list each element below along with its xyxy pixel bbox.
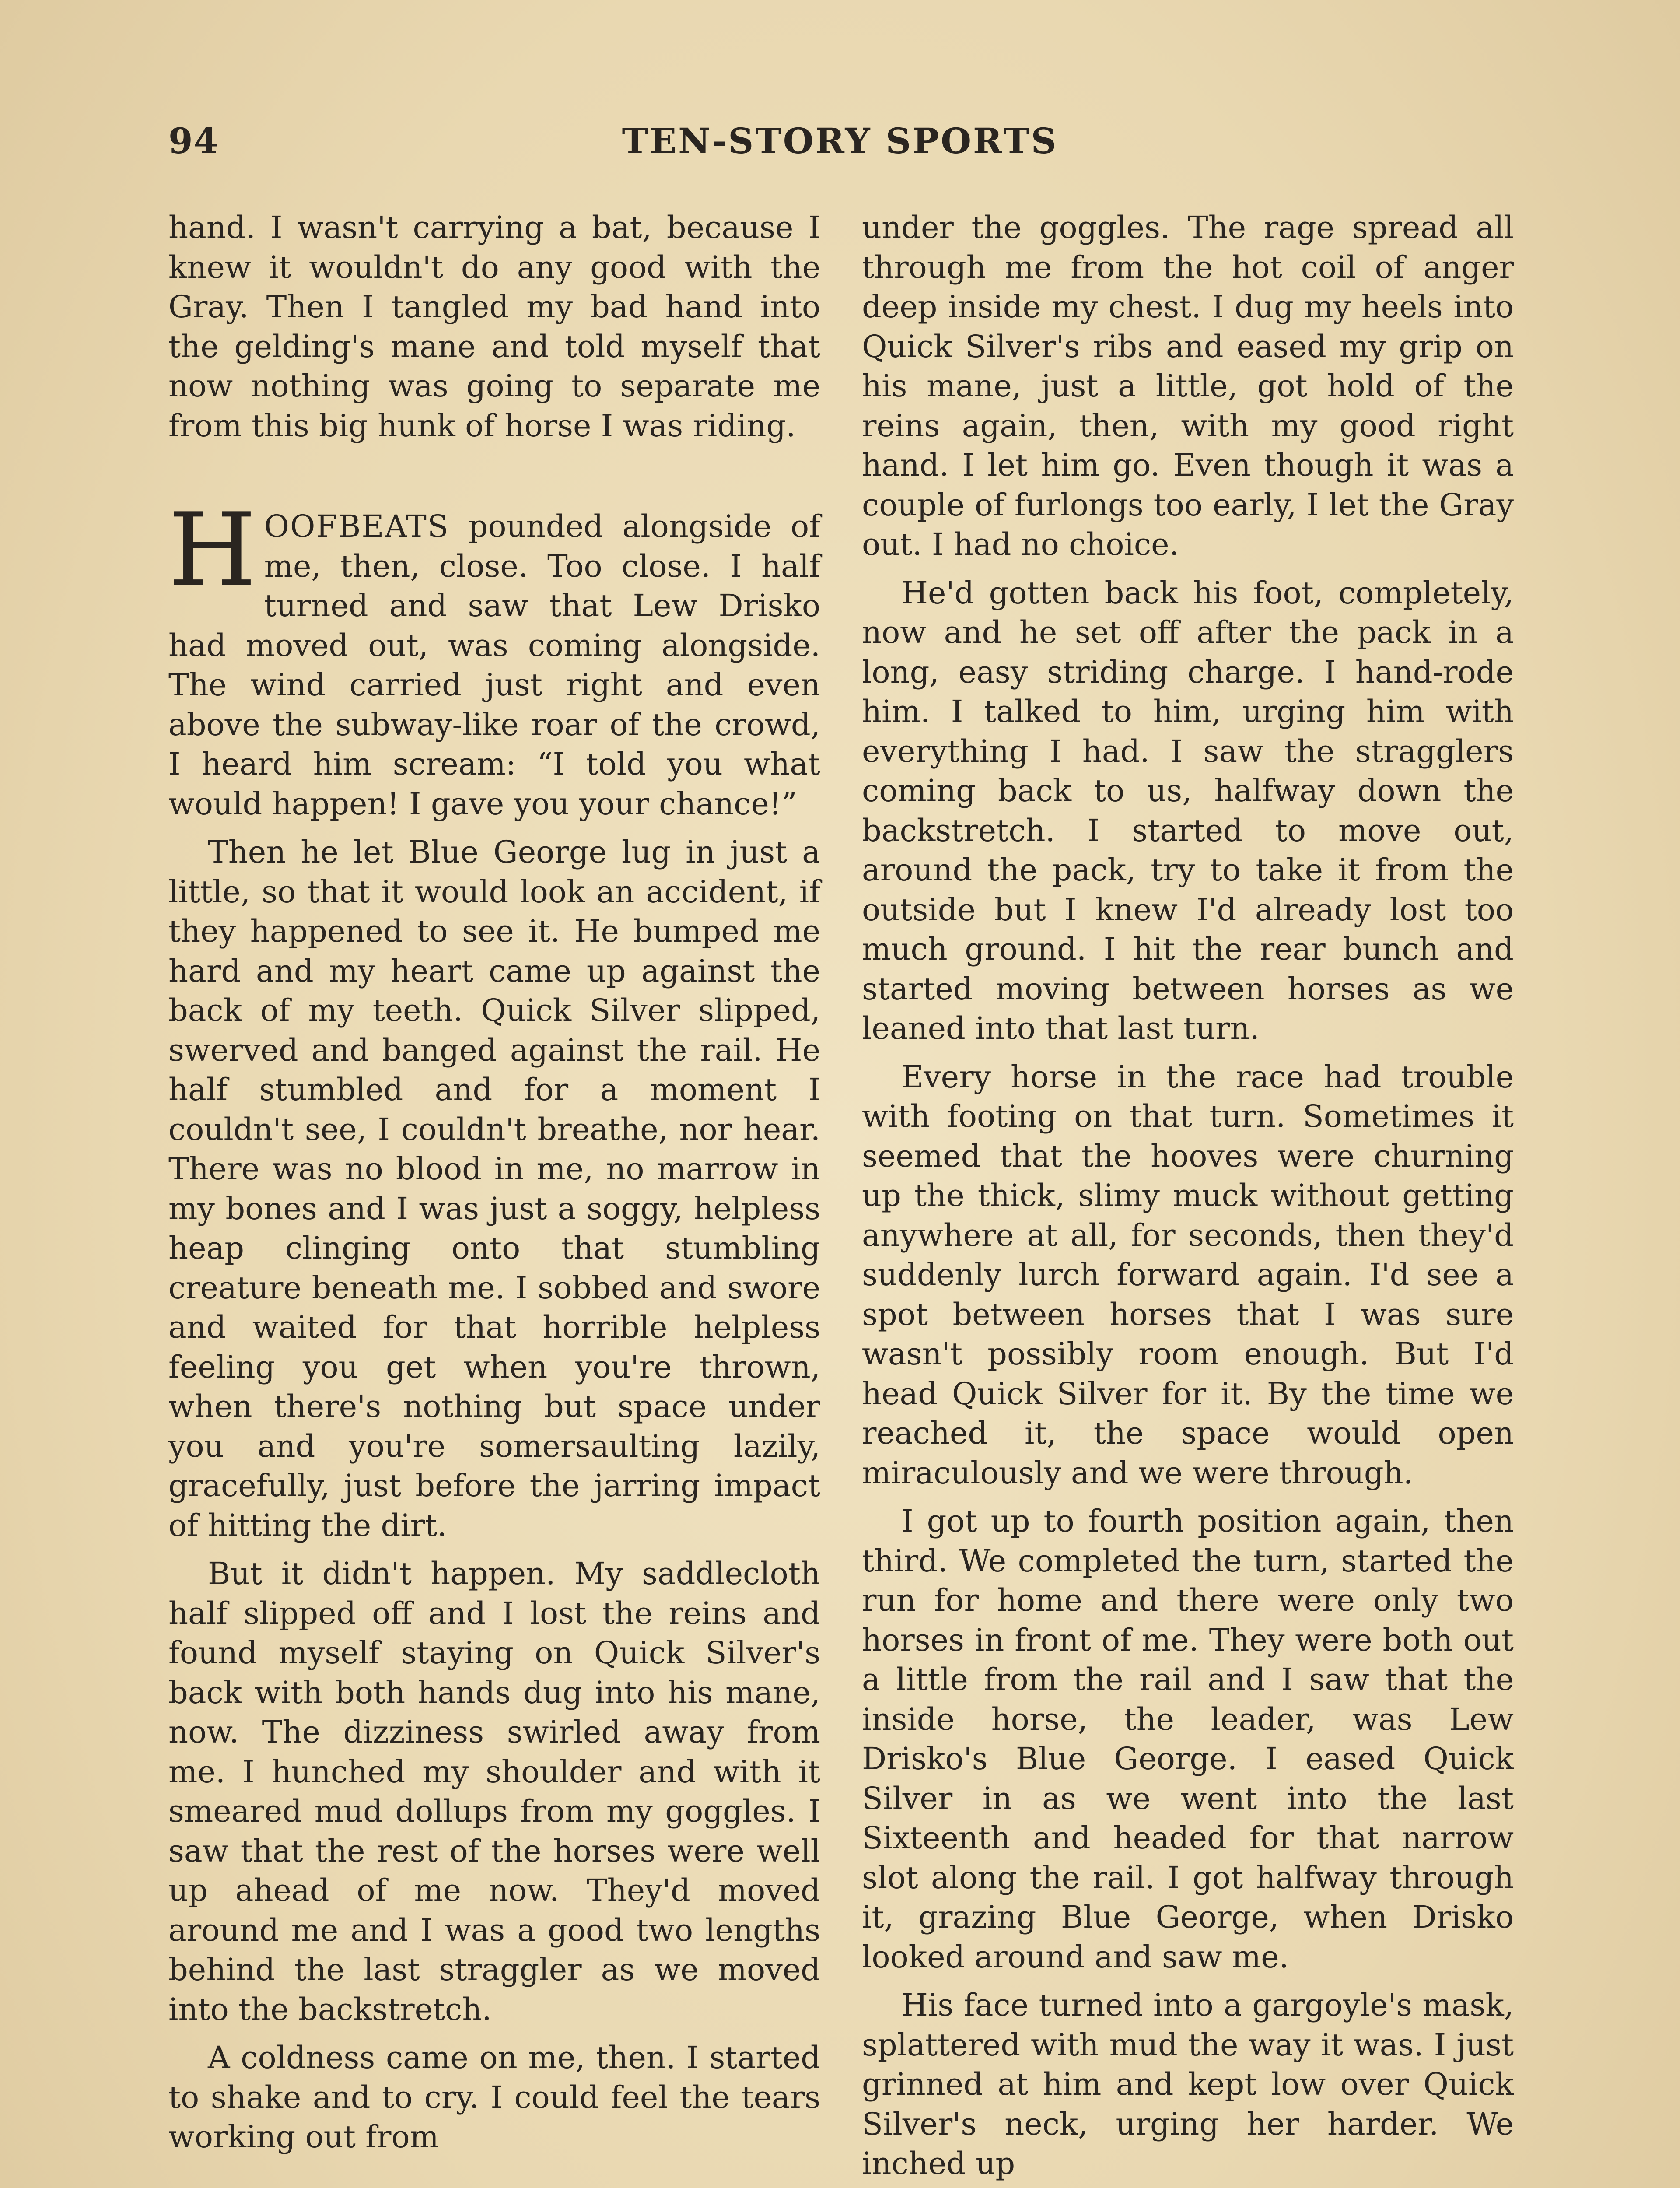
drop-cap: H — [168, 492, 256, 609]
paragraph: His face turned into a gargoyle's mask, splattered with mud the way it was. I just grinned at him and kept low over Quick Silver's neck, urging her harder. We inched up — [862, 1987, 1514, 2181]
paragraph-text: pounded alongside of me, then, close. Too close. I half turned and saw that Lew Drisko had moved out, was coming alongside. The wind carried just right and even above the subway-like roar of the crowd, I heard him scream: “I told you what would happen! I gave you your chance!” — [168, 508, 820, 822]
magazine-title: TEN-STORY SPORTS — [622, 120, 1058, 161]
drop-cap-word: OOFBEATS — [264, 508, 449, 544]
right-column — [862, 208, 1514, 2188]
paragraph: hand. I wasn't carrying a bat, because I knew it wouldn't do any good with the Gray. Then I tangled my bad hand into the gelding's mane and told myself that now nothing was going to separate me from this big hunk of horse I was riding. — [168, 210, 820, 444]
paragraph: under the goggles. The rage spread all through me from the hot coil of anger deep inside my chest. I dug my heels into Quick Silver's ribs and eased my grip on his mane, just a little, got hold of the reins again, then, with my good right hand. I let him go. Even though it was a couple of furlongs too early, I let the Gray out. I had no choice. — [862, 210, 1514, 562]
paragraph: He'd gotten back his foot, completely, now and he set off after the pack in a long, easy striding charge. I hand-rode him. I talked to him, urging him with everything I had. I saw the stragglers coming back to us, halfway down the backstretch. I started to move out, around the pack, try to take it from the outside but I knew I'd already lost too much ground. I hit the rear bunch and started moving between horses as we leaned into that last turn. — [862, 575, 1514, 1046]
paragraph: Then he let Blue George lug in just a little, so that it would look an accident, if they happened to see it. He bumped me hard and my heart came up against the back of my teeth. Quick Silver slipped, swerved and banged against the rail. He half stumbled and for a moment I couldn't see, I couldn't breathe, nor hear. There was no blood in me, no marrow in my bones and I was just a soggy, helpless heap clinging onto that stumbling creature beneath me. I sobbed and swore and waited for that horrible helpless feeling you get when you're thrown, when there's nothing but space under you and you're somersaulting lazily, gracefully, just before the jarring impact of hitting the dirt. — [168, 834, 820, 1543]
left-column — [168, 208, 820, 2188]
section-opening-paragraph — [168, 492, 820, 824]
paragraph: Every horse in the race had trouble with footing on that turn. Sometimes it seemed that the hooves were churning up the thick, slimy muck without getting anywhere at all, for seconds, then they'd suddenly lurch forward again. I'd see a spot between horses that I was sure wasn't possibly room enough. But I'd head Quick Silver for it. By the time we reached it, the space would open miraculously and we were through. — [862, 1059, 1514, 1491]
page-number: 94 — [168, 120, 219, 161]
article-body — [168, 208, 1514, 2188]
paragraph: A coldness came on me, then. I started to shake and to cry. I could feel the tears working out from — [168, 2040, 820, 2155]
page-header — [168, 120, 1512, 168]
paragraph: I got up to fourth position again, then third. We completed the turn, started the run for home and there were only two horses in front of me. They were both out a little from the rail and I saw that the inside horse, the leader, was Lew Drisko's Blue George. I eased Quick Silver in as we went into the last Sixteenth and headed for that narrow slot along the rail. I got halfway through it, grazing Blue George, when Drisko looked around and saw me. — [862, 1503, 1514, 1975]
paragraph: But it didn't happen. My saddlecloth half slipped off and I lost the reins and found myself staying on Quick Silver's back with both hands dug into his mane, now. The dizziness swirled away from me. I hunched my shoulder and with it smeared mud dollups from my goggles. I saw that the rest of the horses were well up ahead of me now. They'd moved around me and I was a good two lengths behind the last straggler as we moved into the backstretch. — [168, 1556, 820, 2027]
